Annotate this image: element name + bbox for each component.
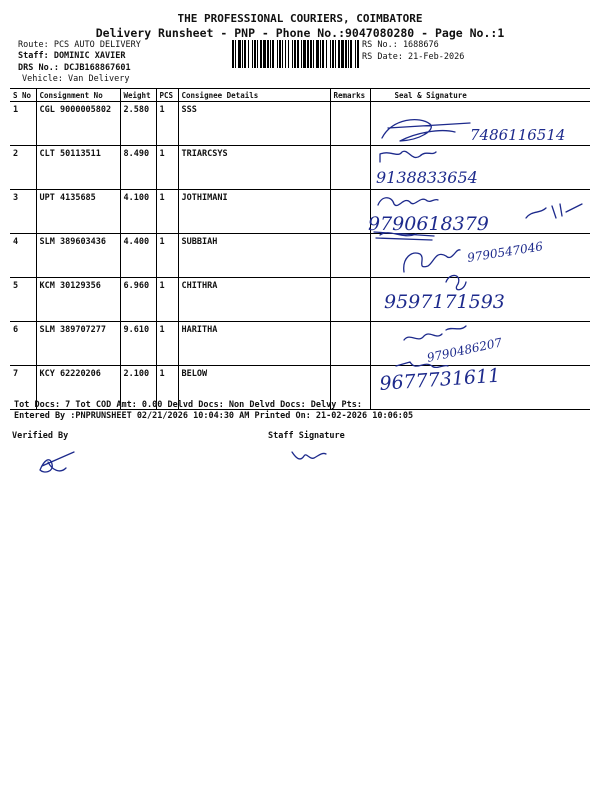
cell-weight: 2.100 [120,366,156,410]
cell-weight: 6.960 [120,278,156,322]
col-pcs: PCS [156,89,178,102]
vehicle-label: Vehicle: Van Delivery [22,74,130,84]
cell-pcs: 1 [156,190,178,234]
signature-row-4 [374,232,544,272]
entered-by-line: Entered By :PNPRUNSHEET 02/21/2026 10:04:30 AM Printed On: 21-02-2026 10:06:05 [14,411,414,421]
cell-consignee: SSS [178,102,330,146]
verified-by-label: Verified By [12,431,69,441]
cell-consignment: KCY 62220206 [36,366,120,410]
cell-consignment: KCM 30129356 [36,278,120,322]
staff-label: Staff: DOMINIC XAVIER [18,51,126,61]
signature-row-6 [404,326,504,365]
phone-row-6: 9790486207 [425,335,504,365]
cell-sno: 7 [10,366,36,410]
phone-row-7: 9677731611 [378,364,501,395]
cell-pcs: 1 [156,234,178,278]
cell-consignment: UPT 4135685 [36,190,120,234]
cell-consignee: HARITHA [178,322,330,366]
cell-consignee: JOTHIMANI [178,190,330,234]
col-remarks: Remarks [330,89,370,102]
staff-signature-label: Staff Signature [268,431,345,441]
cell-sno: 5 [10,278,36,322]
phone-row-3: 9790618379 [368,213,489,235]
phone-row-5: 9597171593 [384,291,505,313]
cell-consignee: BELOW [178,366,330,410]
col-sno: S No [10,89,36,102]
cell-consignee: CHITHRA [178,278,330,322]
col-consignment: Consignment No [36,89,120,102]
col-consignee: Consignee Details [178,89,330,102]
signature-row-7 [379,362,501,395]
cell-sno: 1 [10,102,36,146]
phone-row-4: 9790547046 [466,239,544,265]
verified-by-signature [40,452,74,472]
cell-weight: 4.400 [120,234,156,278]
staff-signature-mark [292,452,326,459]
cell-consignment: CLT 50113511 [36,146,120,190]
col-seal-signature: Seal & Signature [370,89,590,102]
cell-sno: 3 [10,190,36,234]
runsheet-subtitle: Delivery Runsheet - PNP - Phone No.:9047080280 - Page No.:1 [95,26,505,40]
cell-sno: 4 [10,234,36,278]
totals-line: Tot Docs: 7 Tot COD Amt: 0.00 Delvd Docs: Non Delvd Docs: Delvy Pts: [14,400,362,410]
signature-row-2 [376,151,478,187]
route-label: Route: PCS AUTO DELIVERY [18,40,141,50]
cell-pcs: 1 [156,366,178,410]
cell-weight: 4.100 [120,190,156,234]
cell-consignee: TRIARCSYS [178,146,330,190]
phone-row-1: 7486116514 [470,126,566,144]
phone-row-2: 9138833654 [376,168,478,187]
cell-sno: 2 [10,146,36,190]
cell-sno: 6 [10,322,36,366]
cell-consignee: SUBBIAH [178,234,330,278]
signature-row-1 [382,120,565,144]
cell-weight: 9.610 [120,322,156,366]
col-weight: Weight [120,89,156,102]
drs-number: DRS No.: DCJB168867601 [18,63,131,73]
signature-row-5 [384,275,505,313]
cell-pcs: 1 [156,278,178,322]
rs-date: RS Date: 21-Feb-2026 [362,52,465,62]
cell-pcs: 1 [156,102,178,146]
signature-row-3 [368,198,582,235]
cell-weight: 8.490 [120,146,156,190]
company-title: THE PROFESSIONAL COURIERS, COIMBATORE [177,12,423,25]
cell-weight: 2.580 [120,102,156,146]
cell-consignment: SLM 389707277 [36,322,120,366]
rs-number: RS No.: 1688676 [362,40,439,50]
cell-consignment: CGL 9000005802 [36,102,120,146]
cell-pcs: 1 [156,322,178,366]
cell-consignment: SLM 389603436 [36,234,120,278]
cell-pcs: 1 [156,146,178,190]
